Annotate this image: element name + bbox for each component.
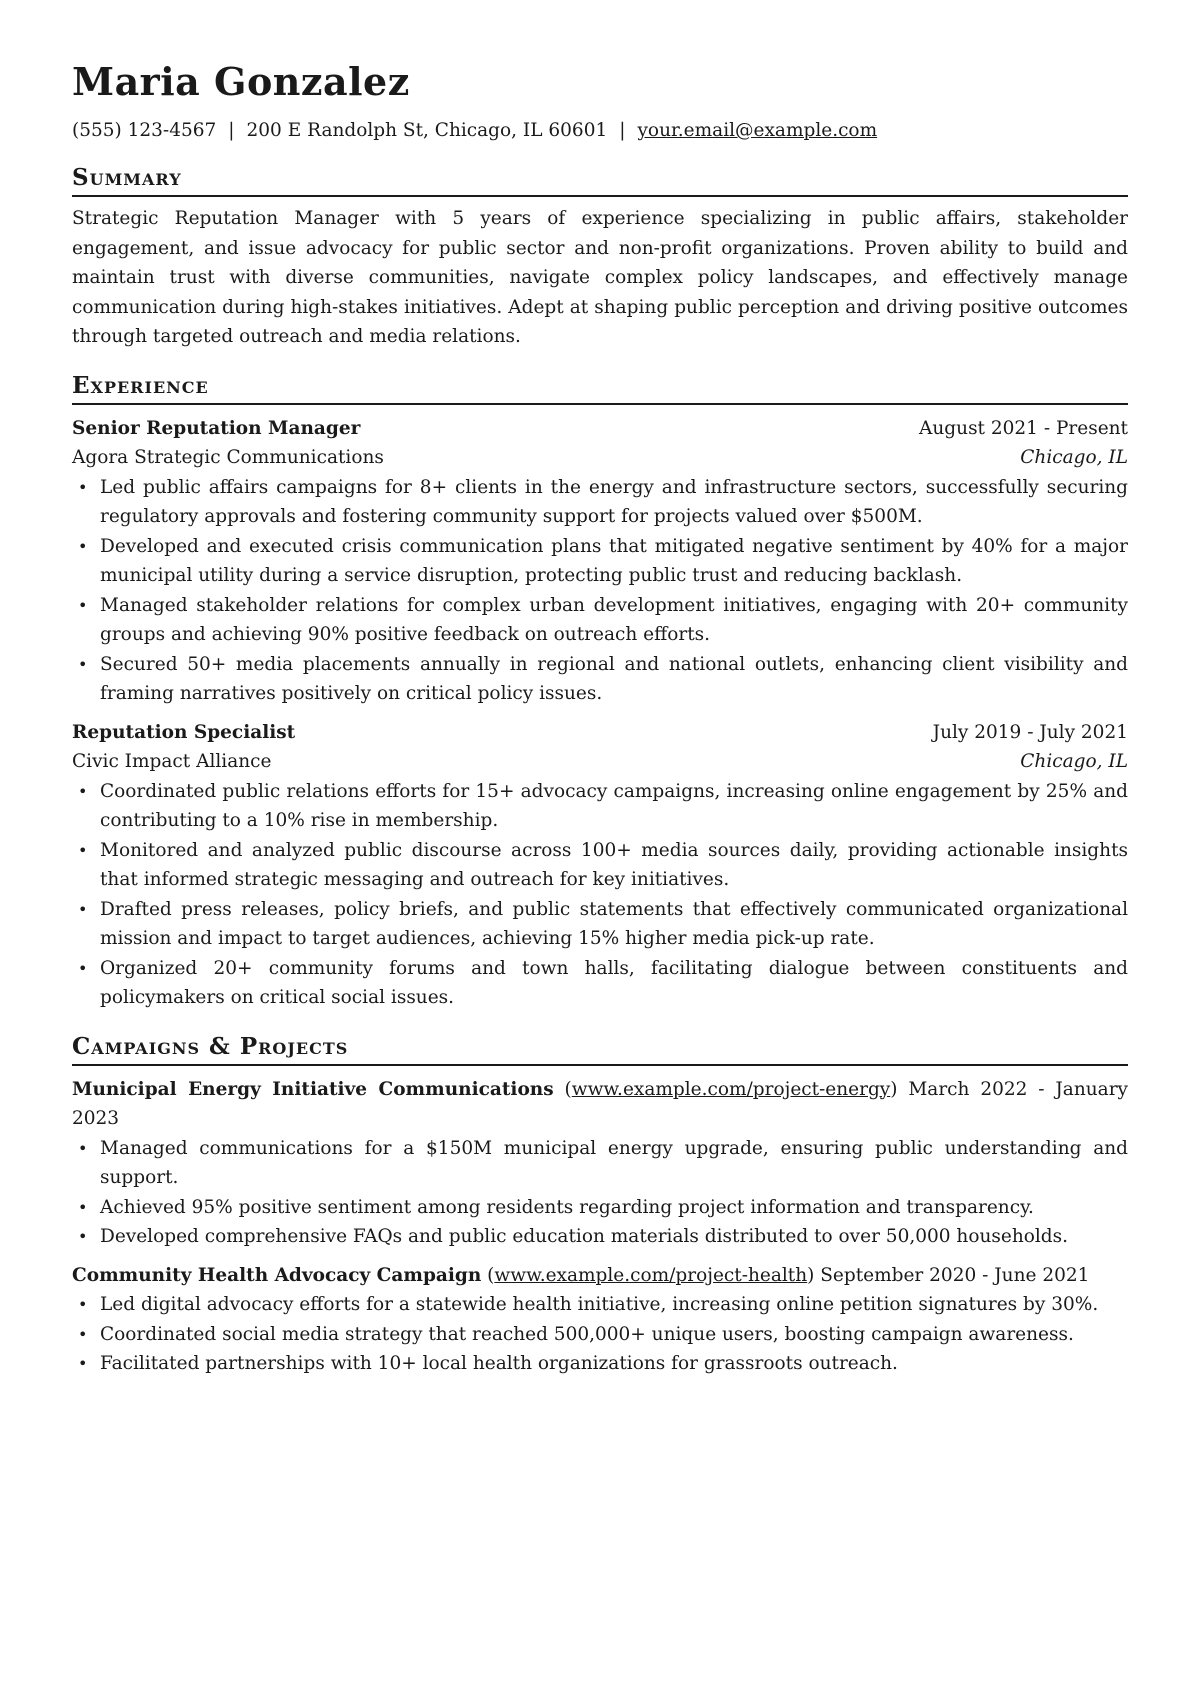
list-item: • Coordinated social media strategy that reached 500,000+ unique users, boosting campaign awareness. [72, 1320, 1128, 1350]
summary-section [72, 164, 1128, 352]
candidate-name: Maria Gonzalez [72, 59, 410, 104]
job-bullets [72, 777, 1128, 1013]
job-role: Reputation Specialist [72, 721, 296, 743]
section-title-projects: Campaigns & Projects [72, 1033, 1128, 1066]
job-role: Senior Reputation Manager [72, 417, 361, 439]
list-item: • Managed stakeholder relations for complex urban development initiatives, engaging with 20+ community groups and achieving 90% positive feedback on outreach efforts. [72, 591, 1128, 650]
project-dates: September 2020 - June 2021 [820, 1264, 1090, 1286]
list-item: • Monitored and analyzed public discourse across 100+ media sources daily, providing actionable insights that informed strategic messaging and outreach for key initiatives. [72, 836, 1128, 895]
list-item: • Led public affairs campaigns for 8+ clients in the energy and infrastructure sectors, successfully securing regulatory approvals and fostering community support for projects valued over $500M. [72, 473, 1128, 532]
summary-text: Strategic Reputation Manager with 5 years of experience specializing in public affairs, stakeholder engagement, and issue advocacy for public sector and non-profit organizations. Proven ability to build and maintain trust with diverse communities, navigate complex policy landscapes, and effectively manage communication during high-stakes initiatives. Adept at shaping public perception and driving positive outcomes through targeted outreach and media relations. [72, 208, 1128, 347]
job-dates: August 2021 - Present [919, 417, 1128, 439]
list-item: • Developed and executed crisis communication plans that mitigated negative sentiment by 40% for a major municipal utility during a service disruption, protecting public trust and reducing backlash. [72, 532, 1128, 591]
projects-section [72, 1033, 1128, 1379]
project-bullets [72, 1134, 1128, 1252]
job-location: Chicago, IL [1020, 751, 1128, 772]
email-link[interactable]: your.email@example.com [637, 120, 878, 141]
list-item: • Facilitated partnerships with 10+ local health organizations for grassroots outreach. [72, 1349, 1128, 1379]
separator: | [619, 120, 626, 141]
job-dates: July 2019 - July 2021 [932, 721, 1128, 743]
project-entry: Municipal Energy Initiative Communications (www.example.com/project-energy) March 2022 - January 2023 • Managed communications for a $150M municipal energy upgrade, ensuring public understanding and support. • Achieved 95% positive sentiment among residents regarding project information and transparency. • Developed comprehensive FAQs and public education materials distributed to over 50,000 households. [72, 1075, 1128, 1252]
project-title: Community Health Advocacy Campaign [72, 1264, 482, 1286]
project-entry: Community Health Advocacy Campaign (www.example.com/project-health) September 2020 - June 2021 • Led digital advocacy efforts for a statewide health initiative, increasing online petition signatures by 30%. • Coordinated social media strategy that reached 500,000+ unique users, boosting campaign awareness. • Facilitated partnerships with 10+ local health organizations for grassroots outreach. [72, 1261, 1128, 1379]
job-location: Chicago, IL [1020, 447, 1128, 468]
list-item: • Secured 50+ media placements annually in regional and national outlets, enhancing client visibility and framing narratives positively on critical policy issues. [72, 650, 1128, 709]
list-item: • Developed comprehensive FAQs and public education materials distributed to over 50,000 households. [72, 1222, 1128, 1252]
resume-page [72, 58, 1128, 1379]
section-title-summary: Summary [72, 164, 1128, 197]
list-item: • Organized 20+ community forums and town halls, facilitating dialogue between constituents and policymakers on critical social issues. [72, 954, 1128, 1013]
project-link[interactable]: www.example.com/project-energy [571, 1078, 891, 1100]
list-item: • Coordinated public relations efforts for 15+ advocacy campaigns, increasing online engagement by 25% and contributing to a 10% rise in membership. [72, 777, 1128, 836]
list-item: • Led digital advocacy efforts for a statewide health initiative, increasing online petition signatures by 30%. [72, 1290, 1128, 1320]
list-item: • Drafted press releases, policy briefs, and public statements that effectively communicated organizational mission and impact to target audiences, achieving 15% higher media pick-up rate. [72, 895, 1128, 954]
contact-line [72, 118, 1128, 144]
experience-section [72, 372, 1128, 1013]
project-title: Municipal Energy Initiative Communications [72, 1078, 554, 1100]
phone-number: (555) 123-4567 [72, 120, 217, 141]
job-company: Agora Strategic Communications [72, 447, 384, 468]
job-entry [72, 414, 1128, 709]
project-link[interactable]: www.example.com/project-health [494, 1264, 808, 1286]
project-bullets [72, 1290, 1128, 1379]
job-bullets [72, 473, 1128, 709]
separator: | [228, 120, 235, 141]
job-company: Civic Impact Alliance [72, 751, 272, 772]
list-item: • Achieved 95% positive sentiment among residents regarding project information and transparency. [72, 1193, 1128, 1223]
job-entry [72, 718, 1128, 1013]
address: 200 E Randolph St, Chicago, IL 60601 [246, 120, 608, 141]
section-title-experience: Experience [72, 372, 1128, 405]
list-item: • Managed communications for a $150M municipal energy upgrade, ensuring public understanding and support. [72, 1134, 1128, 1193]
project-dates: March 2022 - January 2023 [72, 1078, 1128, 1129]
